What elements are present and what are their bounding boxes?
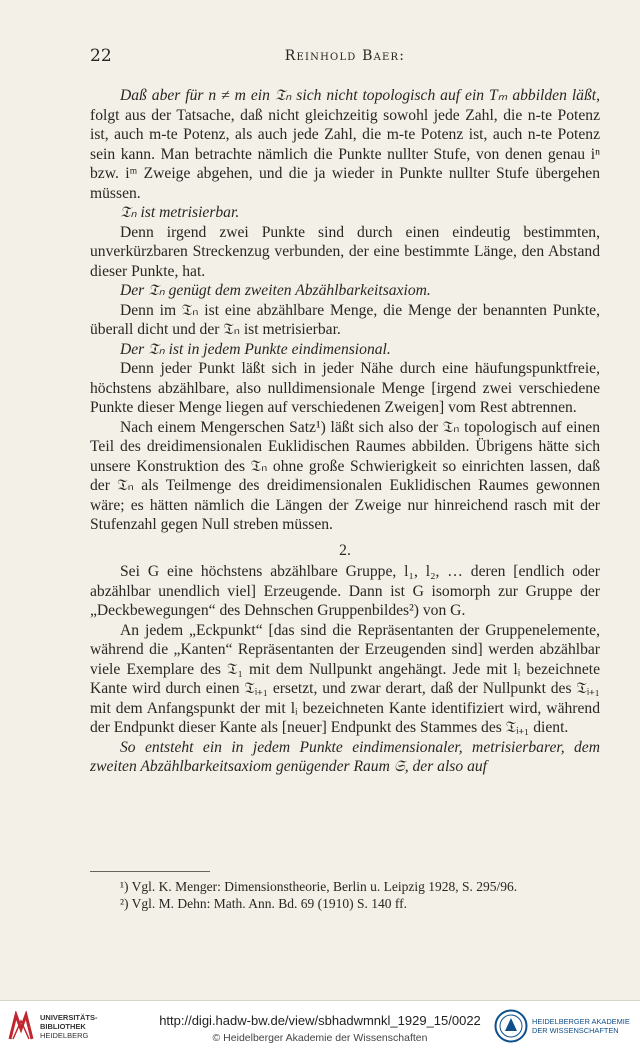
footnote: ²) Vgl. M. Dehn: Math. Ann. Bd. 69 (1910) S. 140 ff. <box>120 896 408 911</box>
paragraph: Nach einem Mengerschen Satz¹) läßt sich also der 𝔗ₙ topologisch auf einen Teil des dreidimensionalen Euklidischen Raumes abbilden. Übrigens hätte sich unsere Konstruktion des 𝔗ₙ ohne große Schwierigkeit so einrichten lassen, daß der 𝔗ₙ als Teilmenge des dreidimensionalen Euklidischen Raumes gewonnen wäre; es hätten nämlich die Längen der Zweige nur hinreichend rasch mit der Stufenzahl gegen Null streben müssen. <box>90 418 600 533</box>
page-header <box>90 46 600 70</box>
footnote-rule <box>90 871 210 872</box>
theorem-statement: 𝔗ₙ ist metrisierbar. <box>120 204 240 221</box>
academy-seal-icon[interactable] <box>494 1009 528 1043</box>
viewer-footer <box>0 1000 640 1052</box>
paragraph-rest: folgt aus der Tatsache, daß nicht gleichzeitig sowohl jede Zahl, die n-te Potenz ist, auch m-te Potenz, als auch jede Zahl, die m-te Potenz ist, auch n-te Potenz sein kann. Man betrachte nämlich die Punkte nullter Stufe, von denen genau iⁿ bzw. iᵐ Zweige abgehen, und die ja wieder in Punkte nullter Stufe übergehen müssen. <box>90 106 600 202</box>
italic-lead: Daß aber für n ≠ m ein 𝔗ₙ sich nicht topologisch auf ein Tₘ abbilden läßt, <box>120 87 600 104</box>
theorem-statement: Der 𝔗ₙ genügt dem zweiten Abzählbarkeitsaxiom. <box>120 282 431 299</box>
paragraph: An jedem „Eckpunkt“ [das sind die Repräsentanten der Gruppenelemente, während die „Kanten“ Repräsentanten der Erzeugenden sind] werden abzählbar viele Exemplare des 𝔗₁ mit dem Nullpunkt angehängt. Jede mit lᵢ bezeichnete Kante wird durch einen 𝔗ᵢ₊₁ ersetzt, und zwar derart, daß der Nullpunkt des 𝔗ᵢ₊₁ mit dem Anfangspunkt der mit lᵢ bezeichneten Kante identifiziert wird, während der Endpunkt dieser Kante als [neuer] Endpunkt des Stammes des 𝔗ᵢ₊₁ dient. <box>90 621 600 736</box>
paragraph: Sei G eine höchstens abzählbare Gruppe, l₁, l₂, … deren [endlich oder abzählbar unendlich viel] Erzeugende. Dann ist G isomorph zur Gruppe der „Deckbewegungen“ des Dehnschen Gruppenbildes²) von G. <box>90 563 600 619</box>
permalink-url[interactable]: http://digi.hadw-bw.de/view/sbhadwmnkl_1929_15/0022 <box>159 1013 481 1028</box>
running-title: Reinhold Baer: <box>284 48 406 64</box>
paragraph: Denn jeder Punkt läßt sich in jeder Nähe durch eine häufungspunktfreie, höchstens abzählbare, also nulldimensionale Menge [irgend zwei verschiedene Punkte dieser Menge liegen auf verschiedenen Zweigen] vom Rest abtrennen. <box>90 360 600 416</box>
body-text <box>90 86 600 777</box>
paragraph: Denn irgend zwei Punkte sind durch einen eindeutig bestimmten, unverkürzbaren Streckenzug verbunden, der eine bestimmte Länge, den Abstand dieser Punkte, hat. <box>90 223 600 280</box>
academy-label: HEIDELBERGER AKADEMIE DER WISSENSCHAFTEN <box>532 1017 630 1035</box>
footnote: ¹) Vgl. K. Menger: Dimensionstheorie, Berlin u. Leipzig 1928, S. 295/96. <box>120 879 518 894</box>
paragraph: Denn im 𝔗ₙ ist eine abzählbare Menge, die Menge der benannten Punkte, überall dicht und der 𝔗ₙ ist metrisierbar. <box>90 301 600 338</box>
university-library-label: UNIVERSITÄTS- BIBLIOTHEK HEIDELBERG <box>40 1013 98 1040</box>
page-number: 22 <box>90 46 112 66</box>
copyright-notice: © Heidelberger Akademie der Wissenschaften <box>212 1032 428 1044</box>
section-number: 2. <box>339 541 351 559</box>
university-library-logo-icon[interactable] <box>8 1011 34 1041</box>
theorem-statement: Der 𝔗ₙ ist in jedem Punkte eindimensional. <box>120 340 391 358</box>
footnotes <box>120 878 600 912</box>
paragraph <box>90 86 600 203</box>
theorem-statement: So entsteht ein in jedem Punkte eindimensionaler, metrisierbarer, dem zweiten Abzählbarkeitsaxiom genügender Raum 𝔖, der also auf <box>90 738 600 775</box>
